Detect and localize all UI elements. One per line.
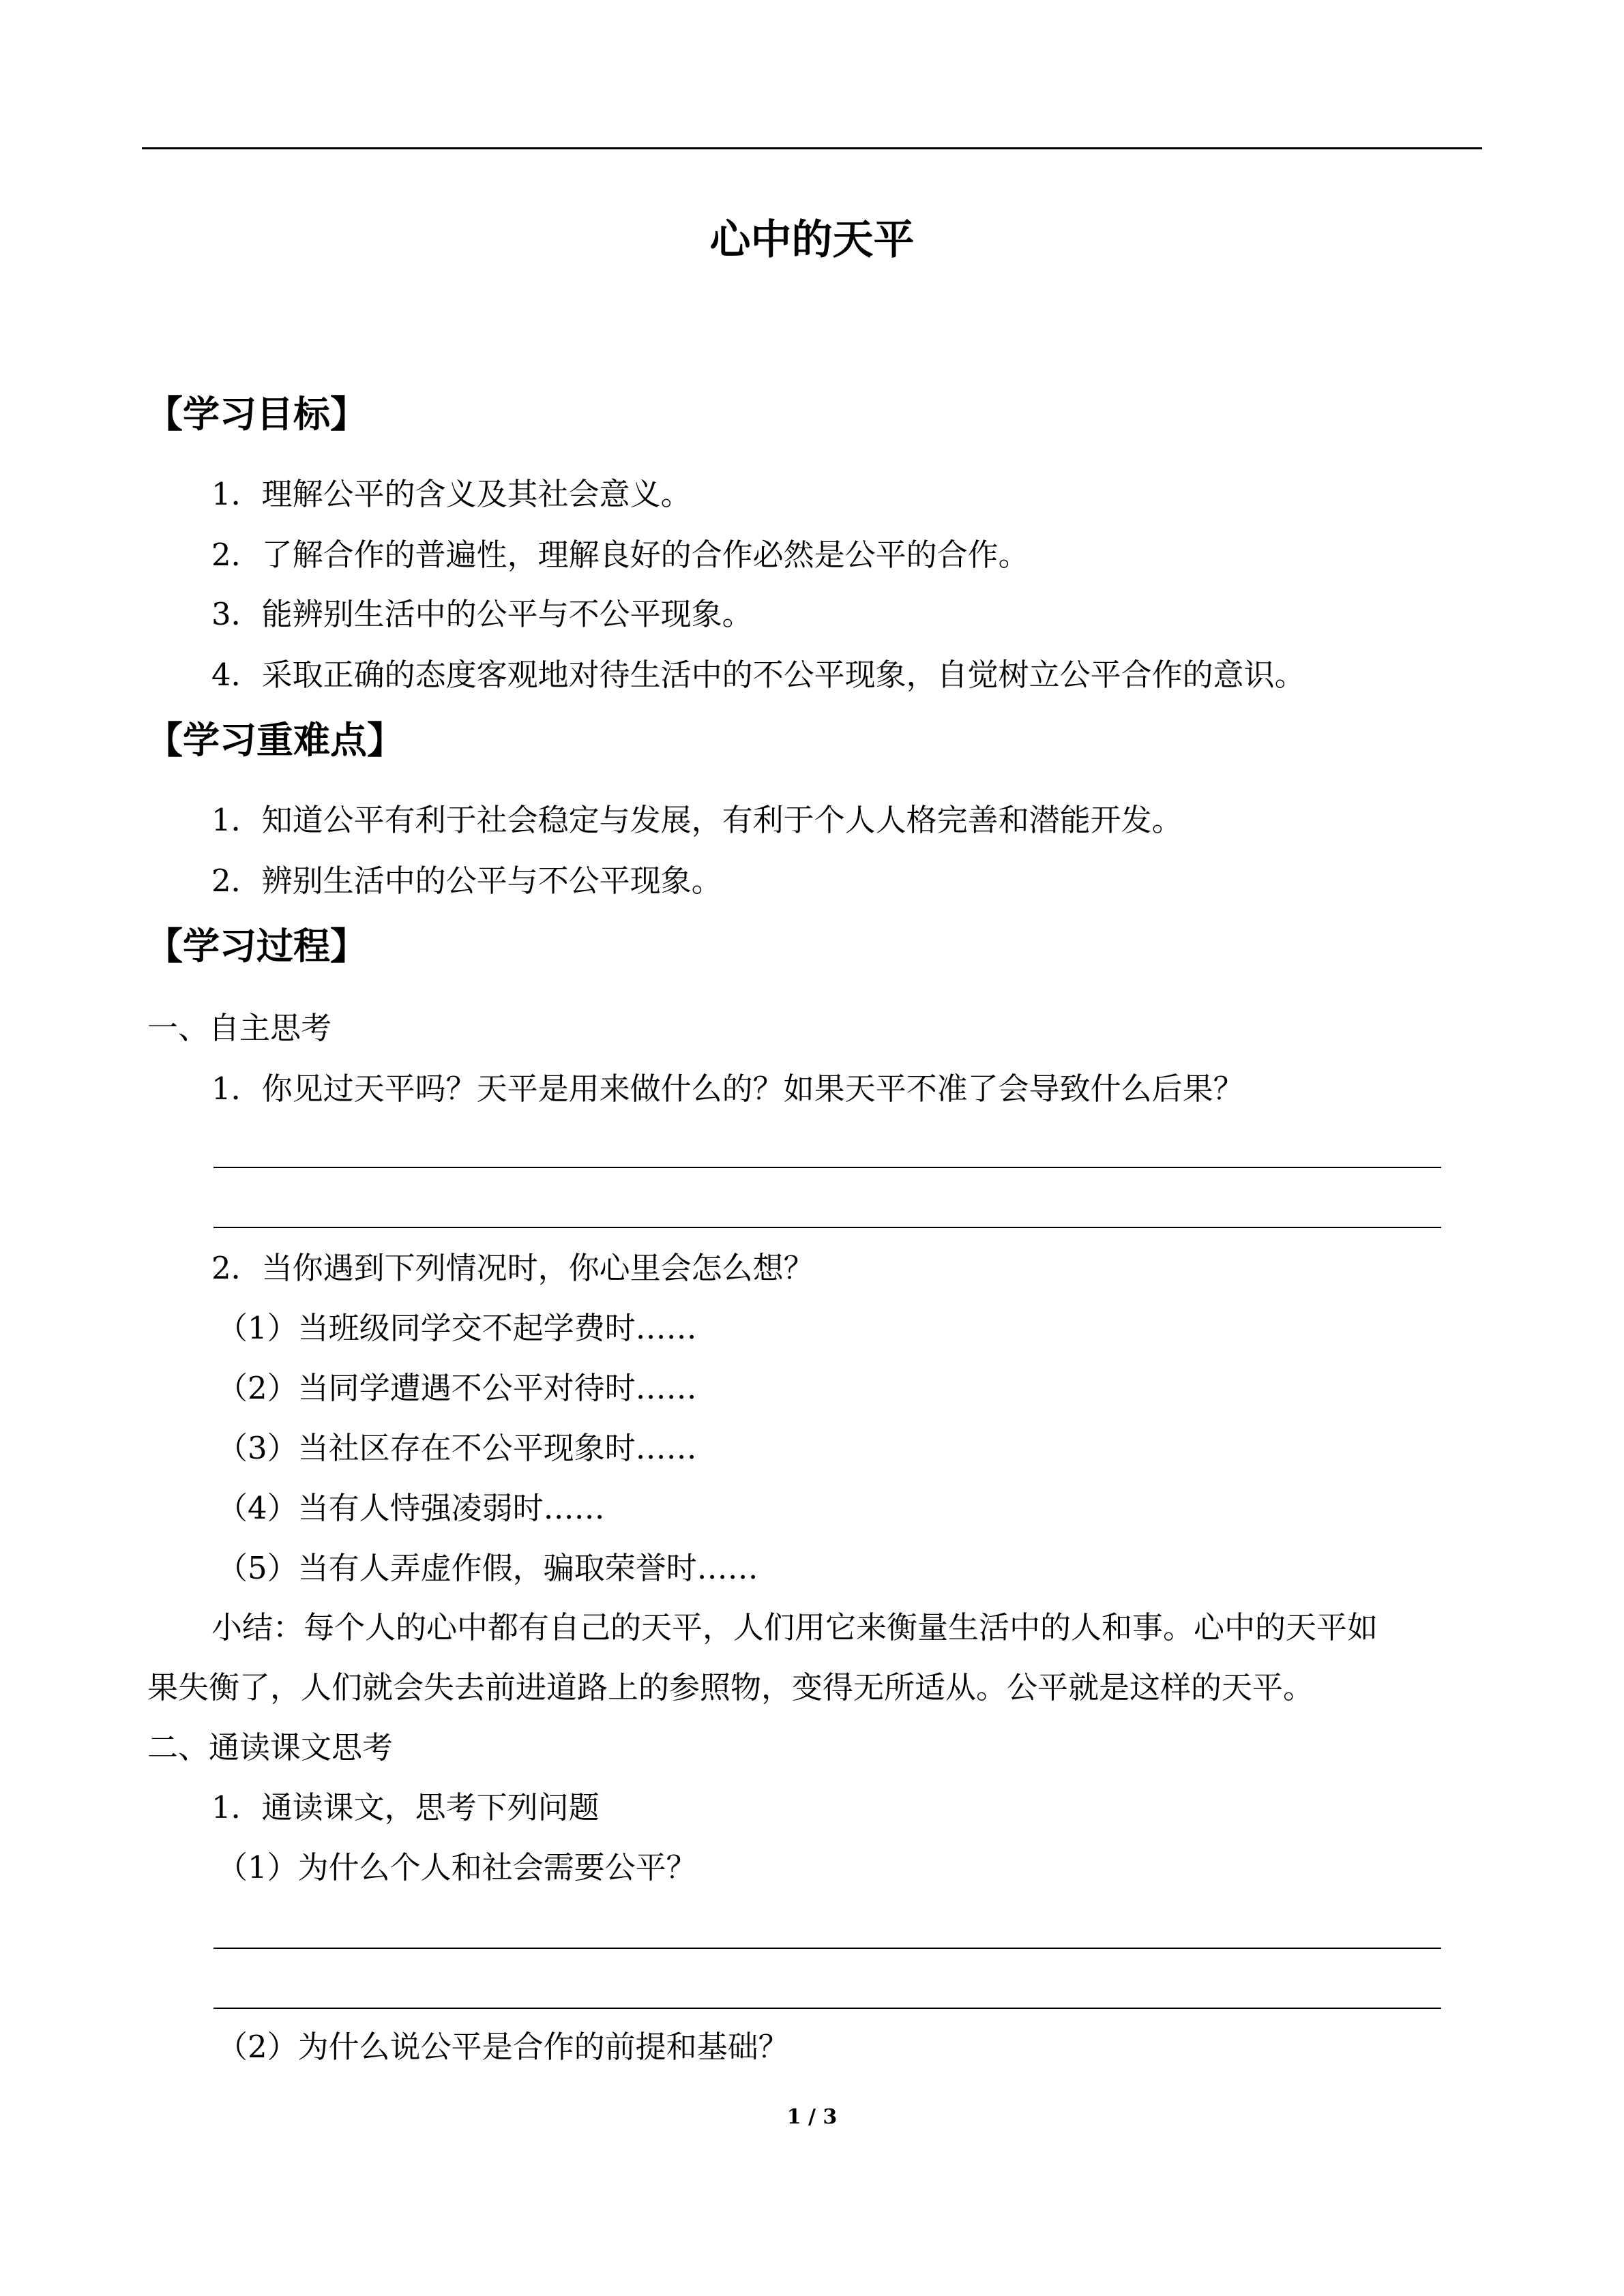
situation-item: （1）当班级同学交不起学费时…… [217,1310,697,1346]
part1-question-2: 2．当你遇到下列情况时，你心里会怎么想？ [211,1250,814,1286]
objective-item: 3．能辨别生活中的公平与不公平现象。 [211,596,753,632]
answer-line[interactable] [213,1948,1441,1949]
heading-key-points: 【学习重难点】 [146,718,404,762]
answer-line[interactable] [213,2008,1441,2009]
summary-text: 小结：每个人的心中都有自己的天平，人们用它来衡量生活中的人和事。心中的天平如 [211,1609,1378,1645]
heading-objectives: 【学习目标】 [146,392,367,436]
header-rule [142,147,1482,149]
part1-question-1: 1．你见过天平吗？天平是用来做什么的？如果天平不准了会导致什么后果？ [211,1071,1244,1107]
key-point-item: 2．辨别生活中的公平与不公平现象。 [211,863,722,899]
page-title: 心中的天平 [709,216,915,264]
situation-item: （3）当社区存在不公平现象时…… [217,1430,697,1466]
situation-item: （5）当有人弄虚作假，骗取荣誉时…… [217,1550,758,1586]
objective-item: 2．了解合作的普遍性，理解良好的合作必然是公平的合作。 [211,537,1029,573]
part2-subquestion-2: （2）为什么说公平是合作的前提和基础？ [217,2029,789,2065]
part2-title: 二、通读课文思考 [147,1729,394,1765]
situation-item: （2）当同学遭遇不公平对待时…… [217,1370,697,1406]
situation-item: （4）当有人恃强凌弱时…… [217,1490,605,1526]
page-number: 1 / 3 [786,2105,838,2129]
part2-question-1: 1．通读课文，思考下列问题 [211,1789,600,1825]
part2-subquestion-1: （1）为什么个人和社会需要公平？ [217,1849,697,1885]
key-point-item: 1．知道公平有利于社会稳定与发展，有利于个人人格完善和潜能开发。 [211,802,1183,838]
summary-text: 果失衡了，人们就会失去前进道路上的参照物，变得无所适从。公平就是这样的天平。 [147,1669,1314,1705]
heading-process: 【学习过程】 [146,924,367,968]
part1-title: 一、自主思考 [147,1010,332,1046]
answer-line[interactable] [213,1227,1441,1228]
objective-item: 1．理解公平的含义及其社会意义。 [211,476,692,512]
objective-item: 4．采取正确的态度客观地对待生活中的不公平现象，自觉树立公平合作的意识。 [211,657,1305,693]
answer-line[interactable] [213,1167,1441,1168]
